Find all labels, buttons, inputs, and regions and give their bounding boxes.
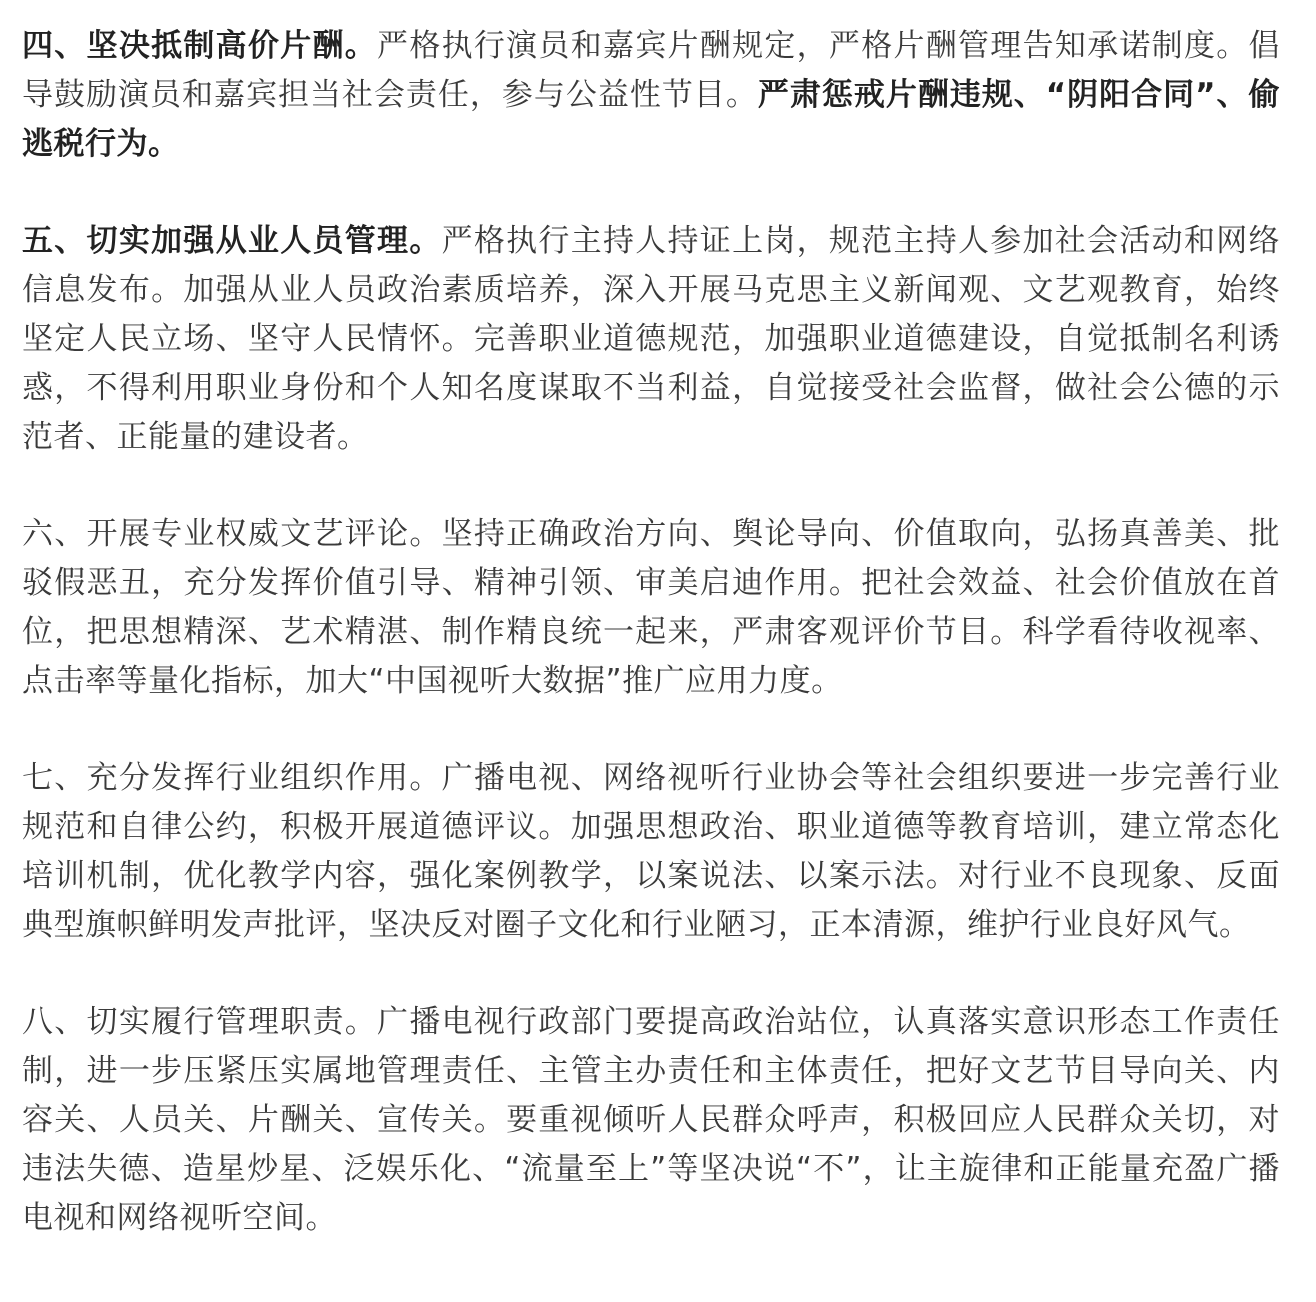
paragraph-4-body: 严格执行演员和嘉宾片酬规定，严格片酬管理告知承诺制度。倡导鼓励演员和嘉宾担当社会责任，参与公益性节目。 [22,28,1281,113]
paragraph-5-heading: 五、切实加强从业人员管理。 [22,223,442,259]
paragraph-4-heading: 四、坚决抵制高价片酬。 [22,28,378,64]
paragraph-6-body: 六、开展专业权威文艺评论。坚持正确政治方向、舆论导向、价值取向，弘扬真善美、批驳假恶丑，充分发挥价值引导、精神引领、审美启迪作用。把社会效益、社会价值放在首位，把思想精深、艺术精湛、制作精良统一起来，严肃客观评价节目。科学看待收视率、点击率等量化指标，加大“中国视听大数据”推广应用力度。 [22,516,1280,699]
paragraph-7-body: 七、充分发挥行业组织作用。广播电视、网络视听行业协会等社会组织要进一步完善行业规范和自律公约，积极开展道德评议。加强思想政治、职业道德等教育培训，建立常态化培训机制，优化教学内容，强化案例教学，以案说法、以案示法。对行业不良现象、反面典型旗帜鲜明发声批评，坚决反对圈子文化和行业陋习，正本清源，维护行业良好风气。 [22,760,1280,943]
paragraph-5 [22,217,1280,462]
paragraph-4 [22,22,1280,169]
paragraph-8 [22,998,1280,1243]
paragraph-5-body: 严格执行主持人持证上岗，规范主持人参加社会活动和网络信息发布。加强从业人员政治素质培养，深入开展马克思主义新闻观、文艺观教育，始终坚定人民立场、坚守人民情怀。完善职业道德规范，加强职业道德建设，自觉抵制名利诱惑，不得利用职业身份和个人知名度谋取不当利益，自觉接受社会监督，做社会公德的示范者、正能量的建设者。 [22,223,1280,455]
paragraph-4-emphasis: 严肃惩戒片酬违规、“阴阳合同”、偷逃税行为。 [22,77,1281,162]
paragraph-8-body: 八、切实履行管理职责。广播电视行政部门要提高政治站位，认真落实意识形态工作责任制，进一步压紧压实属地管理责任、主管主办责任和主体责任，把好文艺节目导向关、内容关、人员关、片酬关、宣传关。要重视倾听人民群众呼声，积极回应人民群众关切，对违法失德、造星炒星、泛娱乐化、“流量至上”等坚决说“不”，让主旋律和正能量充盈广播电视和网络视听空间。 [22,1004,1280,1236]
paragraph-7 [22,754,1280,950]
paragraph-6 [22,510,1280,706]
